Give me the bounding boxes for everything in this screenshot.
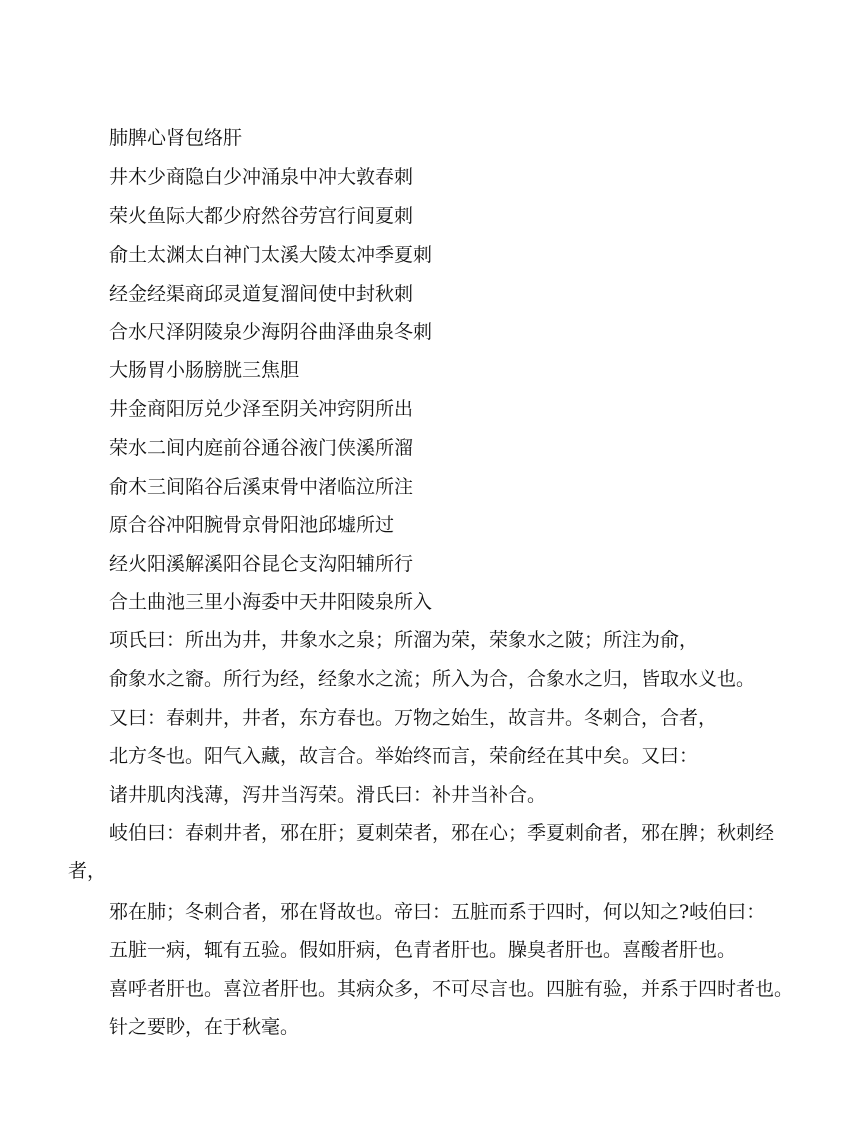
text-line: 五脏一病，辄有五验。假如肝病，色青者肝也。臊臭者肝也。喜酸者肝也。 [109, 939, 737, 961]
text-line: 经金经渠商邱灵道复溜间使中封秋刺 [109, 283, 414, 305]
text-line: 针之要眇，在于秋毫。 [109, 1016, 300, 1038]
text-line: 经火阳溪解溪阳谷昆仑支沟阳辅所行 [109, 553, 414, 575]
text-line: 俞象水之窬。所行为经，经象水之流；所入为合，合象水之归，皆取水义也。 [109, 668, 756, 690]
text-line: 诸井肌肉浅薄，泻井当泻荣。滑氏曰：补井当补合。 [109, 784, 547, 806]
text-line: 肺脾心肾包络肝 [109, 127, 243, 149]
text-line: 北方冬也。阳气入藏，故言合。举始终而言，荣俞经在其中矣。又曰： [109, 745, 699, 767]
text-line: 荣火鱼际大都少府然谷劳宫行间夏刺 [109, 205, 414, 227]
text-line: 邪在肺；冬刺合者，邪在肾故也。帝曰：五脏而系于四时，何以知之?岐伯曰： [109, 901, 766, 923]
text-line: 俞土太渊太白神门太溪大陵太冲季夏刺 [109, 244, 433, 266]
text-line: 岐伯曰：春刺井者，邪在肝；夏刺荣者，邪在心；季夏刺俞者，邪在脾；秋刺经 [109, 822, 775, 844]
text-line: 又曰：春刺井，井者，东方春也。万物之始生，故言井。冬刺合，合者， [109, 707, 718, 729]
text-line: 合土曲池三里小海委中天井阳陵泉所入 [109, 591, 433, 613]
text-line: 项氏曰：所出为井，井象水之泉；所溜为荣，荣象水之陂；所注为俞， [109, 629, 699, 651]
text-line: 俞木三间陷谷后溪束骨中渚临泣所注 [109, 476, 414, 498]
text-line: 井金商阳厉兑少泽至阴关冲窍阴所出 [109, 398, 414, 420]
text-line: 井木少商隐白少冲涌泉中冲大敦春刺 [109, 166, 414, 188]
text-line: 荣水二间内庭前谷通谷液门侠溪所溜 [109, 437, 414, 459]
text-line: 合水尺泽阴陵泉少海阴谷曲泽曲泉冬刺 [109, 321, 433, 343]
text-line: 原合谷冲阳腕骨京骨阳池邱墟所过 [109, 514, 395, 536]
text-line: 者， [68, 860, 107, 882]
text-line: 喜呼者肝也。喜泣者肝也。其病众多，不可尽言也。四脏有验，并系于四时者也。 [109, 978, 794, 1000]
text-line: 大肠胃小肠膀胱三焦胆 [109, 359, 300, 381]
